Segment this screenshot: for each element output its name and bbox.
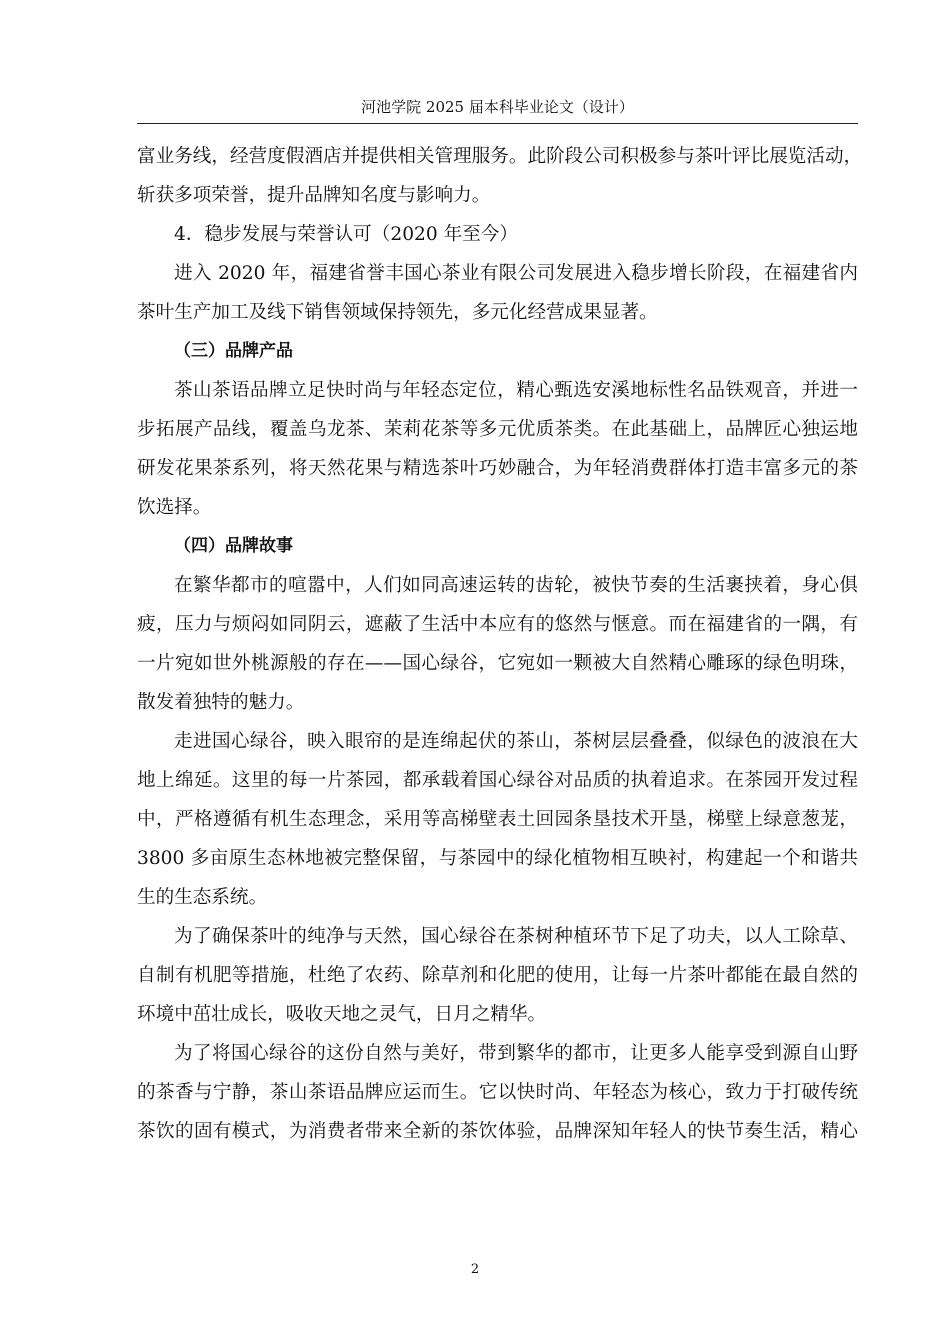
body-text: [137, 137, 863, 1151]
text-line: 散发着独特的魅力。: [137, 692, 305, 713]
header-rule: [137, 123, 858, 124]
text-line: 富业务线，经营度假酒店并提供相关管理服务。此阶段公司积极参与茶叶评比展览活动，: [137, 146, 863, 167]
text-line: 中，严格遵循有机生态理念，采用等高梯壁表土回园条垦技术开垦，梯壁上绿意葱茏，: [137, 809, 858, 830]
text-line: 为了将国心绿谷的这份自然与美好，带到繁华的都市，让更多人能享受到源自山野: [174, 1043, 858, 1064]
text-line: 茶山茶语品牌立足快时尚与年轻态定位，精心甄选安溪地标性名品铁观音，并进一: [174, 380, 858, 401]
text-line: 茶饮的固有模式，为消费者带来全新的茶饮体验，品牌深知年轻人的快节奏生活，精心: [137, 1121, 858, 1142]
text-line: 步拓展产品线，覆盖乌龙茶、茉莉花茶等多元优质茶类。在此基础上，品牌匠心独运地: [137, 419, 858, 440]
section-heading: （四）品牌故事: [174, 536, 293, 556]
text-line: 生的生态系统。: [137, 887, 268, 908]
section-subheading: 4．稳步发展与荣誉认可（2020 年至今）: [174, 224, 518, 245]
text-line: 一片宛如世外桃源般的存在——国心绿谷，它宛如一颗被大自然精心雕琢的绿色明珠，: [137, 653, 858, 674]
text-line: 3800 多亩原生态林地被完整保留，与茶园中的绿化植物相互映衬，构建起一个和谐共: [137, 848, 858, 869]
text-line: 为了确保茶叶的纯净与天然，国心绿谷在茶树种植环节下足了功夫，以人工除草、: [174, 926, 858, 947]
text-line: 走进国心绿谷，映入眼帘的是连绵起伏的茶山，茶树层层叠叠，似绿色的波浪在大: [174, 731, 858, 752]
text-line: 在繁华都市的喧嚣中，人们如同高速运转的齿轮，被快节奏的生活裹挟着，身心俱: [174, 575, 858, 596]
text-line: 斩获多项荣誉，提升品牌知名度与影响力。: [137, 185, 491, 206]
text-line: 地上绵延。这里的每一片茶园，都承载着国心绿谷对品质的执着追求。在茶园开发过程: [137, 770, 858, 791]
text-line: 茶叶生产加工及线下销售领域保持领先，多元化经营成果显著。: [137, 302, 658, 323]
text-line: 研发花果茶系列，将天然花果与精选茶叶巧妙融合，为年轻消费群体打造丰富多元的茶: [137, 458, 858, 479]
text-line: 自制有机肥等措施，杜绝了农药、除草剂和化肥的使用，让每一片茶叶都能在最自然的: [137, 965, 858, 986]
text-line: 饮选择。: [137, 497, 212, 518]
text-line: 的茶香与宁静，茶山茶语品牌应运而生。它以快时尚、年轻态为核心，致力于打破传统: [137, 1082, 858, 1103]
text-line: 疲，压力与烦闷如同阴云，遮蔽了生活中本应有的悠然与惬意。而在福建省的一隅，有: [137, 614, 858, 635]
page-header: 河池学院 2025 届本科毕业论文（设计）: [361, 98, 634, 116]
text-line: 环境中茁壮成长，吸收天地之灵气，日月之精华。: [137, 1004, 547, 1025]
section-heading: （三）品牌产品: [174, 341, 293, 361]
text-line: 进入 2020 年，福建省誉丰国心茶业有限公司发展进入稳步增长阶段，在福建省内: [174, 263, 858, 284]
page-number: 2: [470, 1262, 480, 1277]
